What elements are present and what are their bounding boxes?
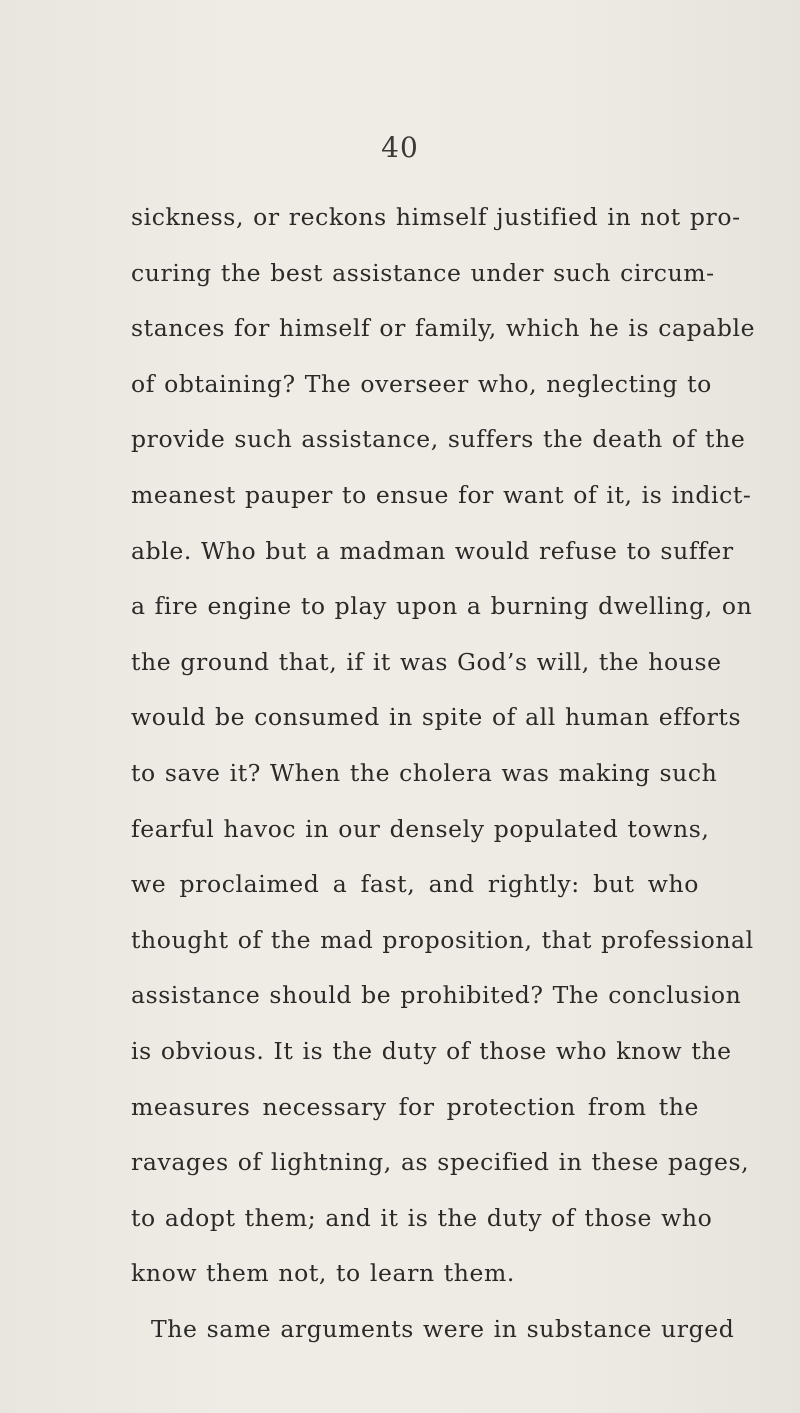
text-line: meanest pauper to ensue for want of it, is indict- — [131, 480, 752, 509]
text-line: know them not, to learn them. — [131, 1259, 515, 1288]
text-line: stances for himself or family, which he is capable — [131, 314, 756, 343]
text-line: the ground that, if it was God’s will, the house — [131, 647, 722, 676]
text-line: thought of the mad proposition, that professional — [131, 925, 754, 954]
text-line: assistance should be prohibited? The conclusion — [131, 981, 742, 1010]
text-line: a fire engine to play upon a burning dwelling, on — [131, 592, 753, 621]
text-line: sickness, or reckons himself justified in not pro- — [131, 203, 741, 231]
text-line: we proclaimed a fast, and rightly: but who — [131, 870, 699, 899]
text-line: curing the best assistance under such circum- — [131, 258, 715, 287]
text-line: fearful havoc in our densely populated towns, — [131, 814, 710, 843]
text-line: would be consumed in spite of all human efforts — [131, 703, 742, 732]
text-line: measures necessary for protection from the — [131, 1092, 699, 1121]
text-line: to save it? When the cholera was making such — [131, 758, 718, 787]
text-line: The same arguments were in substance urged — [151, 1314, 735, 1343]
text-line: of obtaining? The overseer who, neglecting to — [131, 369, 712, 398]
text-line: provide such assistance, suffers the death of the — [131, 425, 746, 454]
text-line: ravages of lightning, as specified in these pages, — [131, 1148, 750, 1177]
page-number: 40 — [381, 131, 419, 164]
text-line: to adopt them; and it is the duty of those who — [131, 1203, 713, 1232]
body-text — [131, 190, 756, 1357]
text-line: is obvious. It is the duty of those who know the — [131, 1036, 732, 1065]
text-line: able. Who but a madman would refuse to suffer — [131, 536, 734, 565]
